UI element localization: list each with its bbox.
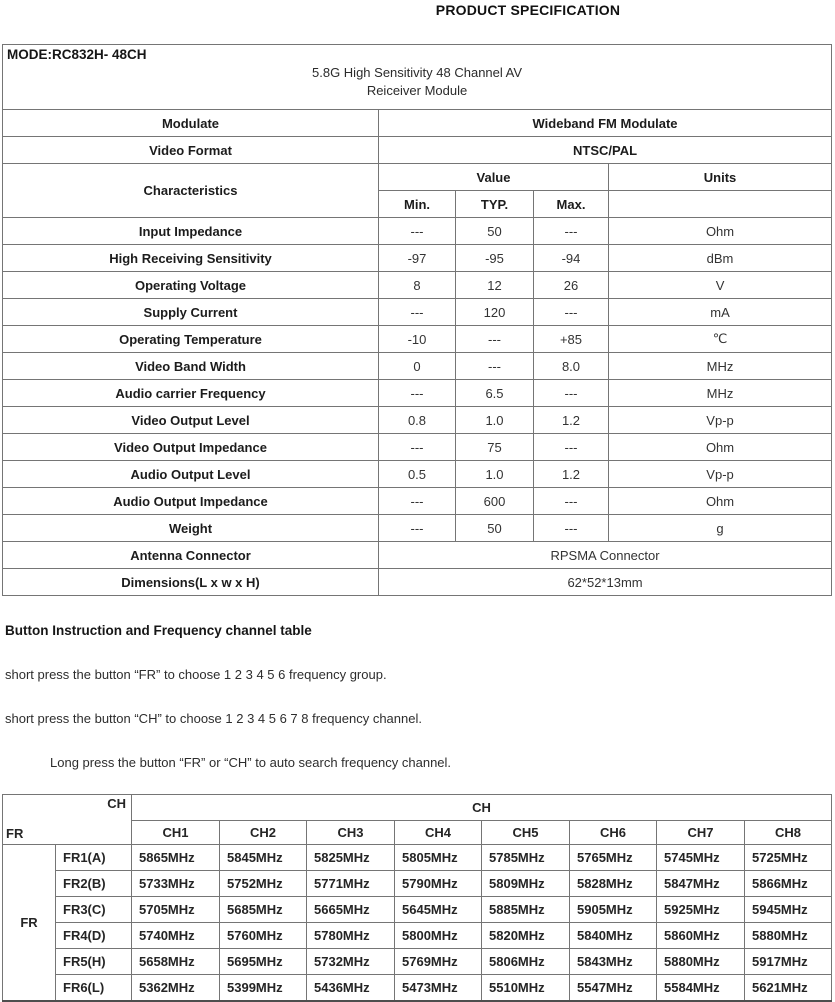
spec-row	[3, 515, 832, 542]
spec-typ-cell: 50	[456, 515, 534, 542]
product-spec-page	[0, 2, 835, 1002]
channel-header-cell: CH2	[220, 821, 307, 845]
antenna-label: Antenna Connector	[3, 542, 379, 569]
channel-header-cell: CH5	[482, 821, 570, 845]
spec-max-cell: ---	[534, 515, 609, 542]
spec-min-cell: ---	[379, 299, 456, 326]
spec-typ-cell: 600	[456, 488, 534, 515]
value-header: Value	[379, 164, 609, 191]
freq-value-cell: 5665MHz	[307, 897, 395, 923]
freq-value-cell: 5621MHz	[745, 975, 832, 1002]
spec-units-cell: dBm	[609, 245, 832, 272]
corner-ch-label: CH	[107, 796, 126, 811]
spec-min-cell: ---	[379, 380, 456, 407]
freq-group-cell: FR5(H)	[56, 949, 132, 975]
spec-units-cell: Vp-p	[609, 461, 832, 488]
spec-row	[3, 353, 832, 380]
freq-value-cell: 5733MHz	[132, 871, 220, 897]
freq-value-cell: 5847MHz	[657, 871, 745, 897]
spec-max-cell: ---	[534, 488, 609, 515]
dimensions-row	[3, 569, 832, 596]
spec-units-cell: MHz	[609, 380, 832, 407]
freq-value-cell: 5695MHz	[220, 949, 307, 975]
ch-group-header: CH	[132, 795, 832, 821]
freq-value-cell: 5905MHz	[570, 897, 657, 923]
freq-value-cell: 5752MHz	[220, 871, 307, 897]
freq-value-cell: 5825MHz	[307, 845, 395, 871]
channel-header-cell: CH3	[307, 821, 395, 845]
freq-value-cell: 5845MHz	[220, 845, 307, 871]
freq-row	[3, 975, 832, 1002]
freq-group-cell: FR6(L)	[56, 975, 132, 1002]
channel-header-cell: CH4	[395, 821, 482, 845]
spec-max-cell: 26	[534, 272, 609, 299]
spec-typ-cell: -95	[456, 245, 534, 272]
freq-row	[3, 949, 832, 975]
spec-row	[3, 461, 832, 488]
spec-units-cell: Ohm	[609, 218, 832, 245]
spec-min-cell: 0.5	[379, 461, 456, 488]
freq-value-cell: 5880MHz	[657, 949, 745, 975]
spec-typ-cell: ---	[456, 353, 534, 380]
freq-value-cell: 5769MHz	[395, 949, 482, 975]
freq-value-cell: 5771MHz	[307, 871, 395, 897]
freq-value-cell: 5866MHz	[745, 871, 832, 897]
spec-typ-cell: 1.0	[456, 407, 534, 434]
spec-min-cell: ---	[379, 515, 456, 542]
freq-value-cell: 5780MHz	[307, 923, 395, 949]
spec-name-cell: High Receiving Sensitivity	[3, 245, 379, 272]
model-number: MODE:RC832H- 48CH	[7, 47, 147, 62]
page-title: PRODUCT SPECIFICATION	[435, 2, 621, 18]
freq-row	[3, 923, 832, 949]
spec-max-cell: +85	[534, 326, 609, 353]
freq-value-cell: 5645MHz	[395, 897, 482, 923]
freq-value-cell: 5828MHz	[570, 871, 657, 897]
spec-row	[3, 299, 832, 326]
freq-value-cell: 5925MHz	[657, 897, 745, 923]
dimensions-value: 62*52*13mm	[379, 569, 832, 596]
modulate-value: Wideband FM Modulate	[379, 110, 832, 137]
freq-value-cell: 5362MHz	[132, 975, 220, 1002]
section-heading: Button Instruction and Frequency channel table	[5, 623, 312, 638]
max-header: Max.	[534, 191, 609, 218]
video-format-row	[3, 137, 832, 164]
spec-units-cell: mA	[609, 299, 832, 326]
freq-header-row-1	[3, 795, 832, 821]
freq-group-cell: FR1(A)	[56, 845, 132, 871]
spec-typ-cell: ---	[456, 326, 534, 353]
spec-subtitle-line1: 5.8G High Sensitivity 48 Channel AV	[312, 65, 523, 80]
freq-value-cell: 5510MHz	[482, 975, 570, 1002]
channel-header-cell: CH7	[657, 821, 745, 845]
freq-value-cell: 5785MHz	[482, 845, 570, 871]
freq-value-cell: 5547MHz	[570, 975, 657, 1002]
spec-typ-cell: 1.0	[456, 461, 534, 488]
freq-value-cell: 5725MHz	[745, 845, 832, 871]
freq-value-cell: 5584MHz	[657, 975, 745, 1002]
spec-row	[3, 245, 832, 272]
freq-value-cell: 5840MHz	[570, 923, 657, 949]
spec-max-cell: 1.2	[534, 461, 609, 488]
freq-value-cell: 5658MHz	[132, 949, 220, 975]
spec-table	[2, 44, 832, 596]
spec-typ-cell: 6.5	[456, 380, 534, 407]
spec-max-cell: ---	[534, 299, 609, 326]
modulate-label: Modulate	[3, 110, 379, 137]
spec-name-cell: Supply Current	[3, 299, 379, 326]
freq-value-cell: 5705MHz	[132, 897, 220, 923]
spec-min-cell: ---	[379, 488, 456, 515]
freq-value-cell: 5790MHz	[395, 871, 482, 897]
spec-max-cell: 8.0	[534, 353, 609, 380]
spec-name-cell: Video Output Impedance	[3, 434, 379, 461]
spec-subtitle-line2: Reiceiver Module	[366, 83, 468, 98]
channel-header-cell: CH6	[570, 821, 657, 845]
spec-min-cell: 8	[379, 272, 456, 299]
freq-value-cell: 5473MHz	[395, 975, 482, 1002]
freq-group-cell: FR3(C)	[56, 897, 132, 923]
freq-value-cell: 5760MHz	[220, 923, 307, 949]
instruction-line-1: short press the button “FR” to choose 1 2 3 4 5 6 frequency group.	[5, 667, 387, 682]
spec-name-cell: Audio carrier Frequency	[3, 380, 379, 407]
instruction-line-2: short press the button “CH” to choose 1 2 3 4 5 6 7 8 frequency channel.	[5, 711, 422, 726]
spec-row	[3, 488, 832, 515]
spec-row	[3, 380, 832, 407]
dimensions-label: Dimensions(L x w x H)	[3, 569, 379, 596]
corner-cell	[3, 795, 132, 845]
freq-value-cell: 5436MHz	[307, 975, 395, 1002]
spec-units-cell: Vp-p	[609, 407, 832, 434]
corner-fr-label: FR	[6, 826, 24, 841]
freq-value-cell: 5945MHz	[745, 897, 832, 923]
spec-max-cell: ---	[534, 218, 609, 245]
spec-row	[3, 407, 832, 434]
spec-row	[3, 272, 832, 299]
fr-group-label: FR	[3, 845, 56, 1002]
spec-row	[3, 326, 832, 353]
antenna-row	[3, 542, 832, 569]
freq-value-cell: 5765MHz	[570, 845, 657, 871]
mode-cell	[3, 45, 832, 110]
modulate-row	[3, 110, 832, 137]
spec-min-cell: -97	[379, 245, 456, 272]
freq-value-cell: 5732MHz	[307, 949, 395, 975]
freq-value-cell: 5809MHz	[482, 871, 570, 897]
freq-value-cell: 5745MHz	[657, 845, 745, 871]
spec-typ-cell: 50	[456, 218, 534, 245]
spec-name-cell: Video Band Width	[3, 353, 379, 380]
video-format-label: Video Format	[3, 137, 379, 164]
spec-max-cell: ---	[534, 380, 609, 407]
spec-min-cell: ---	[379, 218, 456, 245]
spec-header-row	[3, 45, 832, 110]
spec-min-cell: 0	[379, 353, 456, 380]
freq-row	[3, 871, 832, 897]
freq-value-cell: 5820MHz	[482, 923, 570, 949]
instruction-line-3: Long press the button “FR” or “CH” to auto search frequency channel.	[50, 755, 452, 770]
spec-row	[3, 218, 832, 245]
freq-value-cell: 5800MHz	[395, 923, 482, 949]
spec-typ-cell: 75	[456, 434, 534, 461]
freq-value-cell: 5399MHz	[220, 975, 307, 1002]
freq-value-cell: 5865MHz	[132, 845, 220, 871]
freq-value-cell: 5685MHz	[220, 897, 307, 923]
spec-min-cell: 0.8	[379, 407, 456, 434]
freq-value-cell: 5860MHz	[657, 923, 745, 949]
spec-min-cell: ---	[379, 434, 456, 461]
spec-max-cell: -94	[534, 245, 609, 272]
spec-units-cell: MHz	[609, 353, 832, 380]
freq-value-cell: 5880MHz	[745, 923, 832, 949]
freq-value-cell: 5917MHz	[745, 949, 832, 975]
freq-value-cell: 5843MHz	[570, 949, 657, 975]
spec-typ-cell: 12	[456, 272, 534, 299]
characteristics-header: Characteristics	[3, 164, 379, 218]
freq-row	[3, 845, 832, 871]
spec-name-cell: Weight	[3, 515, 379, 542]
spec-name-cell: Operating Voltage	[3, 272, 379, 299]
channel-header-cell: CH1	[132, 821, 220, 845]
typ-header: TYP.	[456, 191, 534, 218]
value-header-row	[3, 164, 832, 191]
spec-name-cell: Audio Output Level	[3, 461, 379, 488]
units-header: Units	[609, 164, 832, 191]
spec-max-cell: 1.2	[534, 407, 609, 434]
freq-value-cell: 5740MHz	[132, 923, 220, 949]
spec-units-cell: g	[609, 515, 832, 542]
spec-min-cell: -10	[379, 326, 456, 353]
freq-value-cell: 5885MHz	[482, 897, 570, 923]
frequency-table	[2, 794, 832, 1002]
spec-row	[3, 434, 832, 461]
button-instructions	[5, 623, 835, 770]
spec-name-cell: Input Impedance	[3, 218, 379, 245]
channel-header-cell: CH8	[745, 821, 832, 845]
spec-units-cell: ℃	[609, 326, 832, 353]
spec-name-cell: Video Output Level	[3, 407, 379, 434]
spec-max-cell: ---	[534, 434, 609, 461]
freq-value-cell: 5806MHz	[482, 949, 570, 975]
freq-row	[3, 897, 832, 923]
spec-typ-cell: 120	[456, 299, 534, 326]
min-header: Min.	[379, 191, 456, 218]
freq-value-cell: 5805MHz	[395, 845, 482, 871]
spec-name-cell: Operating Temperature	[3, 326, 379, 353]
spec-units-cell: Ohm	[609, 488, 832, 515]
freq-group-cell: FR4(D)	[56, 923, 132, 949]
units-header-empty	[609, 191, 832, 218]
spec-units-cell: V	[609, 272, 832, 299]
antenna-value: RPSMA Connector	[379, 542, 832, 569]
freq-group-cell: FR2(B)	[56, 871, 132, 897]
video-format-value: NTSC/PAL	[379, 137, 832, 164]
spec-units-cell: Ohm	[609, 434, 832, 461]
spec-name-cell: Audio Output Impedance	[3, 488, 379, 515]
